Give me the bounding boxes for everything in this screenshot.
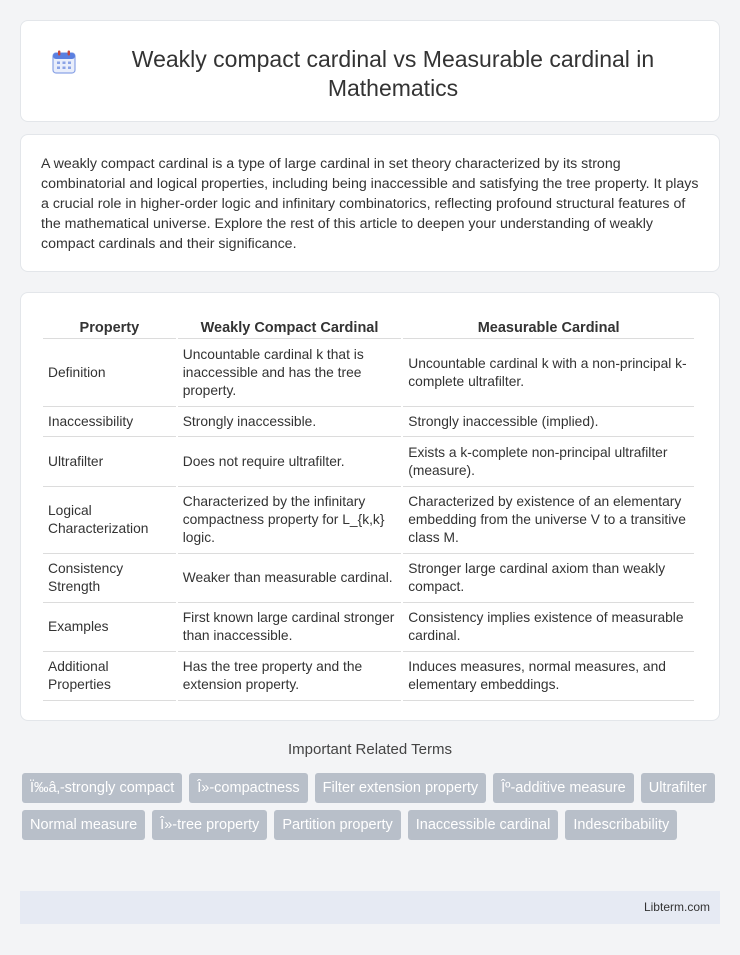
intro-text: A weakly compact cardinal is a type of large cardinal in set theory characterized by its strong combinatorial and logical properties, including being inaccessible and satisfying the tree property. It plays a crucial role in higher-order logic and infinitary combinatorics, reflecting profound structural features of the mathematical universe. Explore the rest of this article to deepen your understanding of weakly compact cardinals and their significance.: [41, 156, 699, 252]
related-term-tag[interactable]: Îº-additive measure: [493, 773, 634, 803]
table-cell: Inaccessibility: [43, 407, 176, 437]
table-cell: Strongly inaccessible.: [178, 407, 402, 437]
table-cell: Examples: [43, 603, 176, 652]
footer-site-link[interactable]: Libterm.com: [643, 900, 710, 914]
comparison-table-card: [20, 292, 720, 721]
header-card: [20, 20, 720, 122]
related-term-tag[interactable]: Normal measure: [22, 810, 145, 840]
related-term-tag[interactable]: Indescribability: [565, 810, 677, 840]
related-term-tag[interactable]: Ultrafilter: [641, 773, 715, 803]
table-cell: Does not require ultrafilter.: [178, 437, 402, 487]
related-term-tag[interactable]: Ï‰â‚-strongly compact: [22, 773, 182, 803]
table-row: [43, 437, 694, 487]
related-term-tag[interactable]: Inaccessible cardinal: [408, 810, 559, 840]
table-cell: Ultrafilter: [43, 437, 176, 487]
column-header-weakly-compact: Weakly Compact Cardinal: [178, 313, 402, 339]
table-cell: Stronger large cardinal axiom than weakly compact.: [403, 554, 694, 603]
related-term-tag[interactable]: Î»-compactness: [189, 773, 307, 803]
related-term-tag[interactable]: Î»-tree property: [152, 810, 267, 840]
table-row: [43, 407, 694, 437]
table-cell: Has the tree property and the extension property.: [178, 652, 402, 701]
column-header-measurable: Measurable Cardinal: [403, 313, 694, 339]
comparison-table: [41, 313, 696, 701]
intro-card: [20, 134, 720, 272]
column-header-property: Property: [43, 313, 176, 339]
related-terms-title: Important Related Terms: [288, 741, 452, 758]
table-cell: Characterized by existence of an elementary embedding from the universe V to a transitive class M.: [403, 487, 694, 554]
footer: [20, 891, 720, 924]
table-cell: Strongly inaccessible (implied).: [403, 407, 694, 437]
table-cell: Induces measures, normal measures, and elementary embeddings.: [403, 652, 694, 701]
table-cell: Consistency Strength: [43, 554, 176, 603]
table-cell: First known large cardinal stronger than inaccessible.: [178, 603, 402, 652]
table-cell: Exists a k-complete non-principal ultrafilter (measure).: [403, 437, 694, 487]
table-row: [43, 339, 694, 407]
table-cell: Uncountable cardinal k with a non-principal k-complete ultrafilter.: [403, 339, 694, 407]
table-cell: Uncountable cardinal k that is inaccessible and has the tree property.: [178, 339, 402, 407]
table-row: [43, 487, 694, 554]
table-cell: Definition: [43, 339, 176, 407]
calendar-icon: [51, 49, 77, 75]
table-row: [43, 603, 694, 652]
page-title: Weakly compact cardinal vs Measurable cardinal in Mathematics: [131, 46, 655, 101]
related-term-tag[interactable]: Filter extension property: [315, 773, 487, 803]
table-row: [43, 554, 694, 603]
table-cell: Additional Properties: [43, 652, 176, 701]
table-cell: Logical Characterization: [43, 487, 176, 554]
table-row: [43, 652, 694, 701]
table-cell: Characterized by the infinitary compactness property for L_{k,k} logic.: [178, 487, 402, 554]
table-header-row: [43, 313, 694, 339]
table-cell: Consistency implies existence of measurable cardinal.: [403, 603, 694, 652]
related-term-tag[interactable]: Partition property: [274, 810, 400, 840]
table-cell: Weaker than measurable cardinal.: [178, 554, 402, 603]
related-terms-list: [22, 773, 722, 840]
